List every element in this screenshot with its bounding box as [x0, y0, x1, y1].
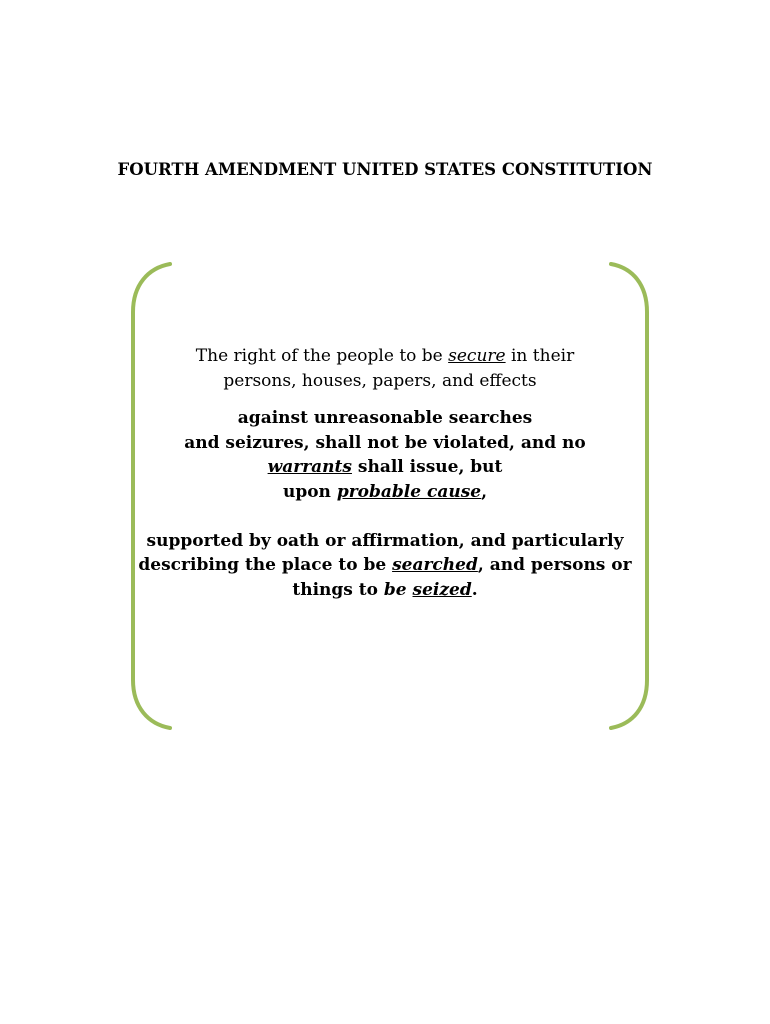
amendment-line-2: persons, houses, papers, and effects — [223, 371, 537, 391]
document-title: FOURTH AMENDMENT UNITED STATES CONSTITUTION — [117, 160, 653, 179]
emphasis-searched: searched — [392, 555, 478, 575]
text-segment: , — [481, 482, 488, 502]
text-segment: . — [471, 580, 478, 600]
emphasis-seized: seized — [412, 580, 472, 600]
text-segment: things to — [292, 580, 384, 600]
amendment-line-6 — [0, 480, 770, 504]
text-segment: upon — [282, 482, 337, 502]
amendment-line-8 — [0, 553, 770, 577]
text-segment: , and persons or — [477, 555, 632, 575]
emphasis-warrants: warrants — [267, 457, 352, 477]
text-segment: in their — [505, 346, 575, 366]
text-segment: The right of the people to be — [195, 346, 449, 366]
text-segment: describing the place to be — [138, 555, 393, 575]
emphasis-secure: secure — [448, 346, 506, 366]
emphasis-be: be — [383, 580, 407, 600]
amendment-line-4: and seizures, shall not be violated, and no — [184, 433, 586, 453]
emphasis-probable-cause: probable cause — [336, 482, 482, 502]
amendment-line-5 — [0, 455, 770, 479]
amendment-line-9 — [0, 578, 770, 602]
amendment-line-3: against unreasonable searches — [237, 408, 533, 428]
amendment-line-7: supported by oath or affirmation, and particularly — [146, 531, 624, 551]
text-segment: shall issue, but — [351, 457, 503, 477]
amendment-line-1 — [0, 344, 770, 368]
